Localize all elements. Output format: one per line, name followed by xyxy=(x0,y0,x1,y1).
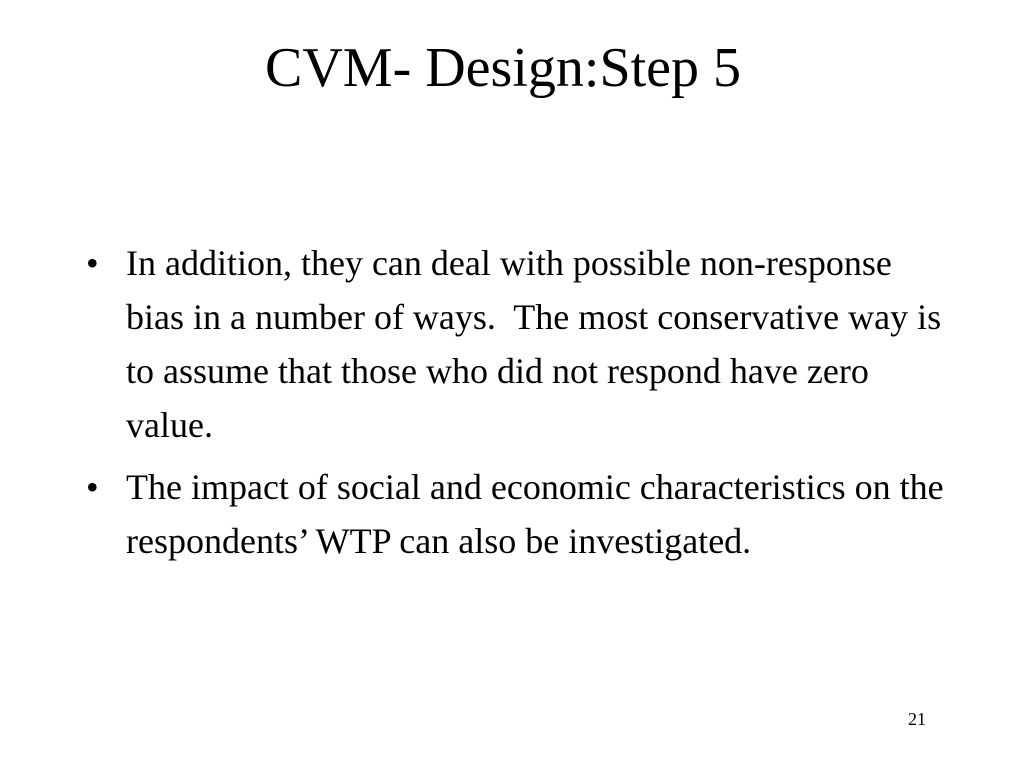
bullet-list xyxy=(86,236,953,576)
bullet-text: In addition, they can deal with possible non-response bias in a number of ways. The most conservative way is to assume that those who did not respond have zero value. xyxy=(126,243,951,445)
bullet-item xyxy=(86,236,951,452)
page-number: 21 xyxy=(908,709,926,729)
bullet-icon: • xyxy=(86,467,99,507)
bullet-text: The impact of social and economic characteristics on the respondents’ WTP can also be investigated. xyxy=(126,467,953,561)
bullet-icon: • xyxy=(86,243,99,283)
slide-title: CVM- Design:Step 5 xyxy=(265,37,741,99)
bullet-item xyxy=(86,460,953,568)
